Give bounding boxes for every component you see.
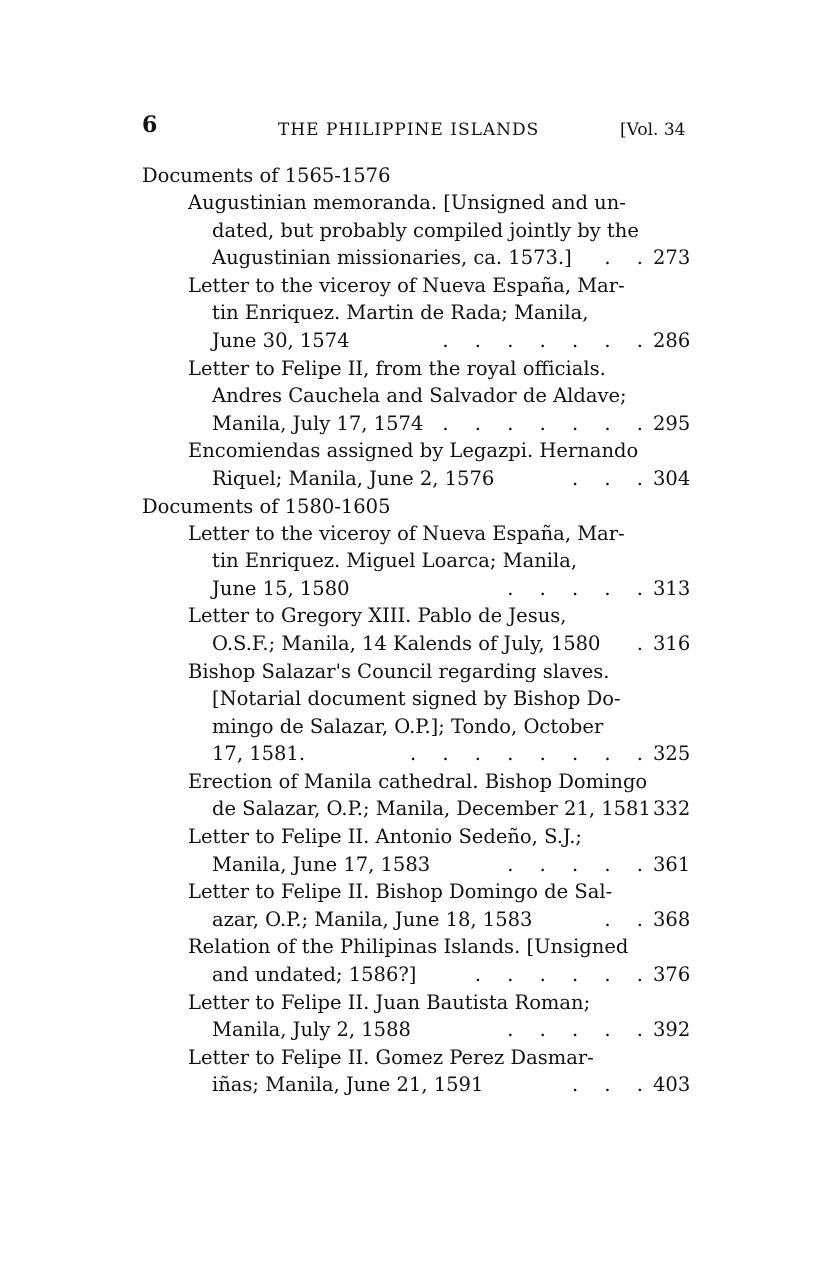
page-reference: 376	[653, 963, 691, 987]
entry-last-text: iñas; Manila, June 21, 1591	[212, 1073, 484, 1097]
dot-leader: . . . . .	[507, 1018, 653, 1042]
page-reference: 304	[653, 466, 691, 490]
entry-line: tin Enriquez. Miguel Loarca; Manila,	[212, 549, 578, 573]
toc-entry	[188, 823, 691, 878]
toc-entry	[188, 355, 691, 438]
entry-line: dated, but probably compiled jointly by the	[212, 218, 639, 242]
dot-leader: . . . . . . .	[442, 411, 653, 435]
entry-line: Letter to Felipe II. Antonio Sedeño, S.J.;	[188, 825, 582, 849]
entry-last-line	[212, 630, 691, 658]
toc-entry	[188, 989, 691, 1044]
section-heading: Documents of 1580-1605	[142, 494, 391, 518]
entry-last-line	[212, 465, 691, 493]
entry-last-text: and undated; 1586?]	[212, 963, 417, 987]
page-reference: 361	[653, 852, 691, 876]
toc-entry	[188, 520, 691, 603]
entry-last-line	[212, 1016, 691, 1044]
toc-entry	[188, 437, 691, 492]
entry-line: [Notarial document signed by Bishop Do-	[212, 687, 621, 711]
entry-last-line	[212, 575, 691, 603]
entry-last-line	[212, 1071, 691, 1099]
entry-line: Augustinian memoranda. [Unsigned and un-	[188, 191, 626, 214]
dot-leader: . . . . .	[507, 576, 653, 600]
table-of-contents	[142, 162, 691, 1099]
entry-line: Letter to Felipe II. Juan Bautista Roman;	[188, 990, 591, 1014]
dot-leader: . . . . . . . .	[410, 742, 653, 766]
entry-last-text: June 30, 1574	[212, 328, 350, 352]
entry-line: mingo de Salazar, O.P.]; Tondo, October	[212, 714, 604, 738]
section-heading: Documents of 1565-1576	[142, 164, 391, 187]
toc-entry	[188, 189, 691, 272]
page-reference: 332	[653, 797, 691, 821]
dot-leader: . . .	[572, 1073, 653, 1097]
page-reference: 295	[653, 411, 691, 435]
entry-last-text: O.S.F.; Manila, 14 Kalends of July, 1580	[212, 631, 601, 655]
dot-leader: . . . . .	[507, 852, 653, 876]
entry-last-text: Riquel; Manila, June 2, 1576	[212, 466, 495, 490]
entry-line: Letter to Felipe II. Bishop Domingo de Sal-	[188, 880, 613, 904]
entry-line: Letter to Felipe II, from the royal officials.	[188, 356, 606, 380]
page-reference: 313	[653, 576, 691, 600]
entry-line: Andres Cauchela and Salvador de Aldave;	[212, 384, 627, 408]
entry-last-line	[212, 327, 691, 355]
toc-entry	[188, 768, 691, 823]
entry-last-text: Augustinian missionaries, ca. 1573.]	[212, 246, 572, 270]
entry-last-text: azar, O.P.; Manila, June 18, 1583	[212, 907, 533, 931]
entry-last-text: Manila, July 2, 1588	[212, 1018, 411, 1042]
toc-entry	[188, 272, 691, 355]
toc-entry	[188, 658, 691, 768]
toc-entry	[188, 933, 691, 988]
dot-leader: . .	[604, 246, 653, 270]
page-reference: 368	[653, 907, 691, 931]
page-reference: 403	[653, 1073, 691, 1097]
entry-last-line	[212, 244, 691, 272]
entry-line: Letter to the viceroy of Nueva España, Mar-	[188, 273, 625, 297]
dot-leader: . . .	[572, 466, 653, 490]
entry-last-text: Manila, July 17, 1574	[212, 411, 424, 435]
page-reference: 316	[653, 631, 691, 655]
dot-leader: .	[636, 631, 653, 655]
entry-line: Bishop Salazar's Council regarding slaves.	[188, 659, 610, 683]
entry-line: Relation of the Philipinas Islands. [Unsigned	[188, 935, 629, 959]
toc-entry	[188, 878, 691, 933]
page-number: 6	[142, 112, 158, 138]
page-reference: 392	[653, 1018, 691, 1042]
entry-last-line	[212, 740, 691, 768]
entry-line: Letter to the viceroy of Nueva España, Mar-	[188, 521, 625, 545]
dot-leader: . . . . . .	[474, 963, 653, 987]
entry-last-line	[212, 961, 691, 989]
page-reference: 273	[653, 246, 691, 270]
entry-line: Letter to Felipe II. Gomez Perez Dasmar-	[188, 1045, 594, 1069]
entry-line: Letter to Gregory XIII. Pablo de Jesus,	[188, 604, 567, 628]
page-reference: 286	[653, 328, 691, 352]
entry-last-text: de Salazar, O.P.; Manila, December 21, 1581	[212, 797, 651, 821]
entry-last-line	[212, 906, 691, 934]
page-reference: 325	[653, 742, 691, 766]
toc-entry	[188, 602, 691, 657]
entry-last-text: Manila, June 17, 1583	[212, 852, 431, 876]
entry-line: tin Enriquez. Martin de Rada; Manila,	[212, 301, 589, 325]
toc-entry	[188, 1044, 691, 1099]
entry-last-text: June 15, 1580	[212, 576, 350, 600]
dot-leader: . . . . . . .	[442, 328, 653, 352]
entry-last-line	[212, 851, 691, 879]
dot-leader: . .	[604, 907, 653, 931]
entry-line: Erection of Manila cathedral. Bishop Domingo	[188, 769, 648, 793]
entry-last-line	[212, 795, 691, 823]
entry-last-text: 17, 1581.	[212, 742, 306, 766]
entry-line: Encomiendas assigned by Legazpi. Hernando	[188, 439, 639, 463]
running-title: THE PHILIPPINE ISLANDS	[278, 120, 540, 140]
entry-last-line	[212, 410, 691, 438]
volume-label: [Vol. 34	[620, 120, 686, 140]
page-header	[0, 112, 824, 144]
